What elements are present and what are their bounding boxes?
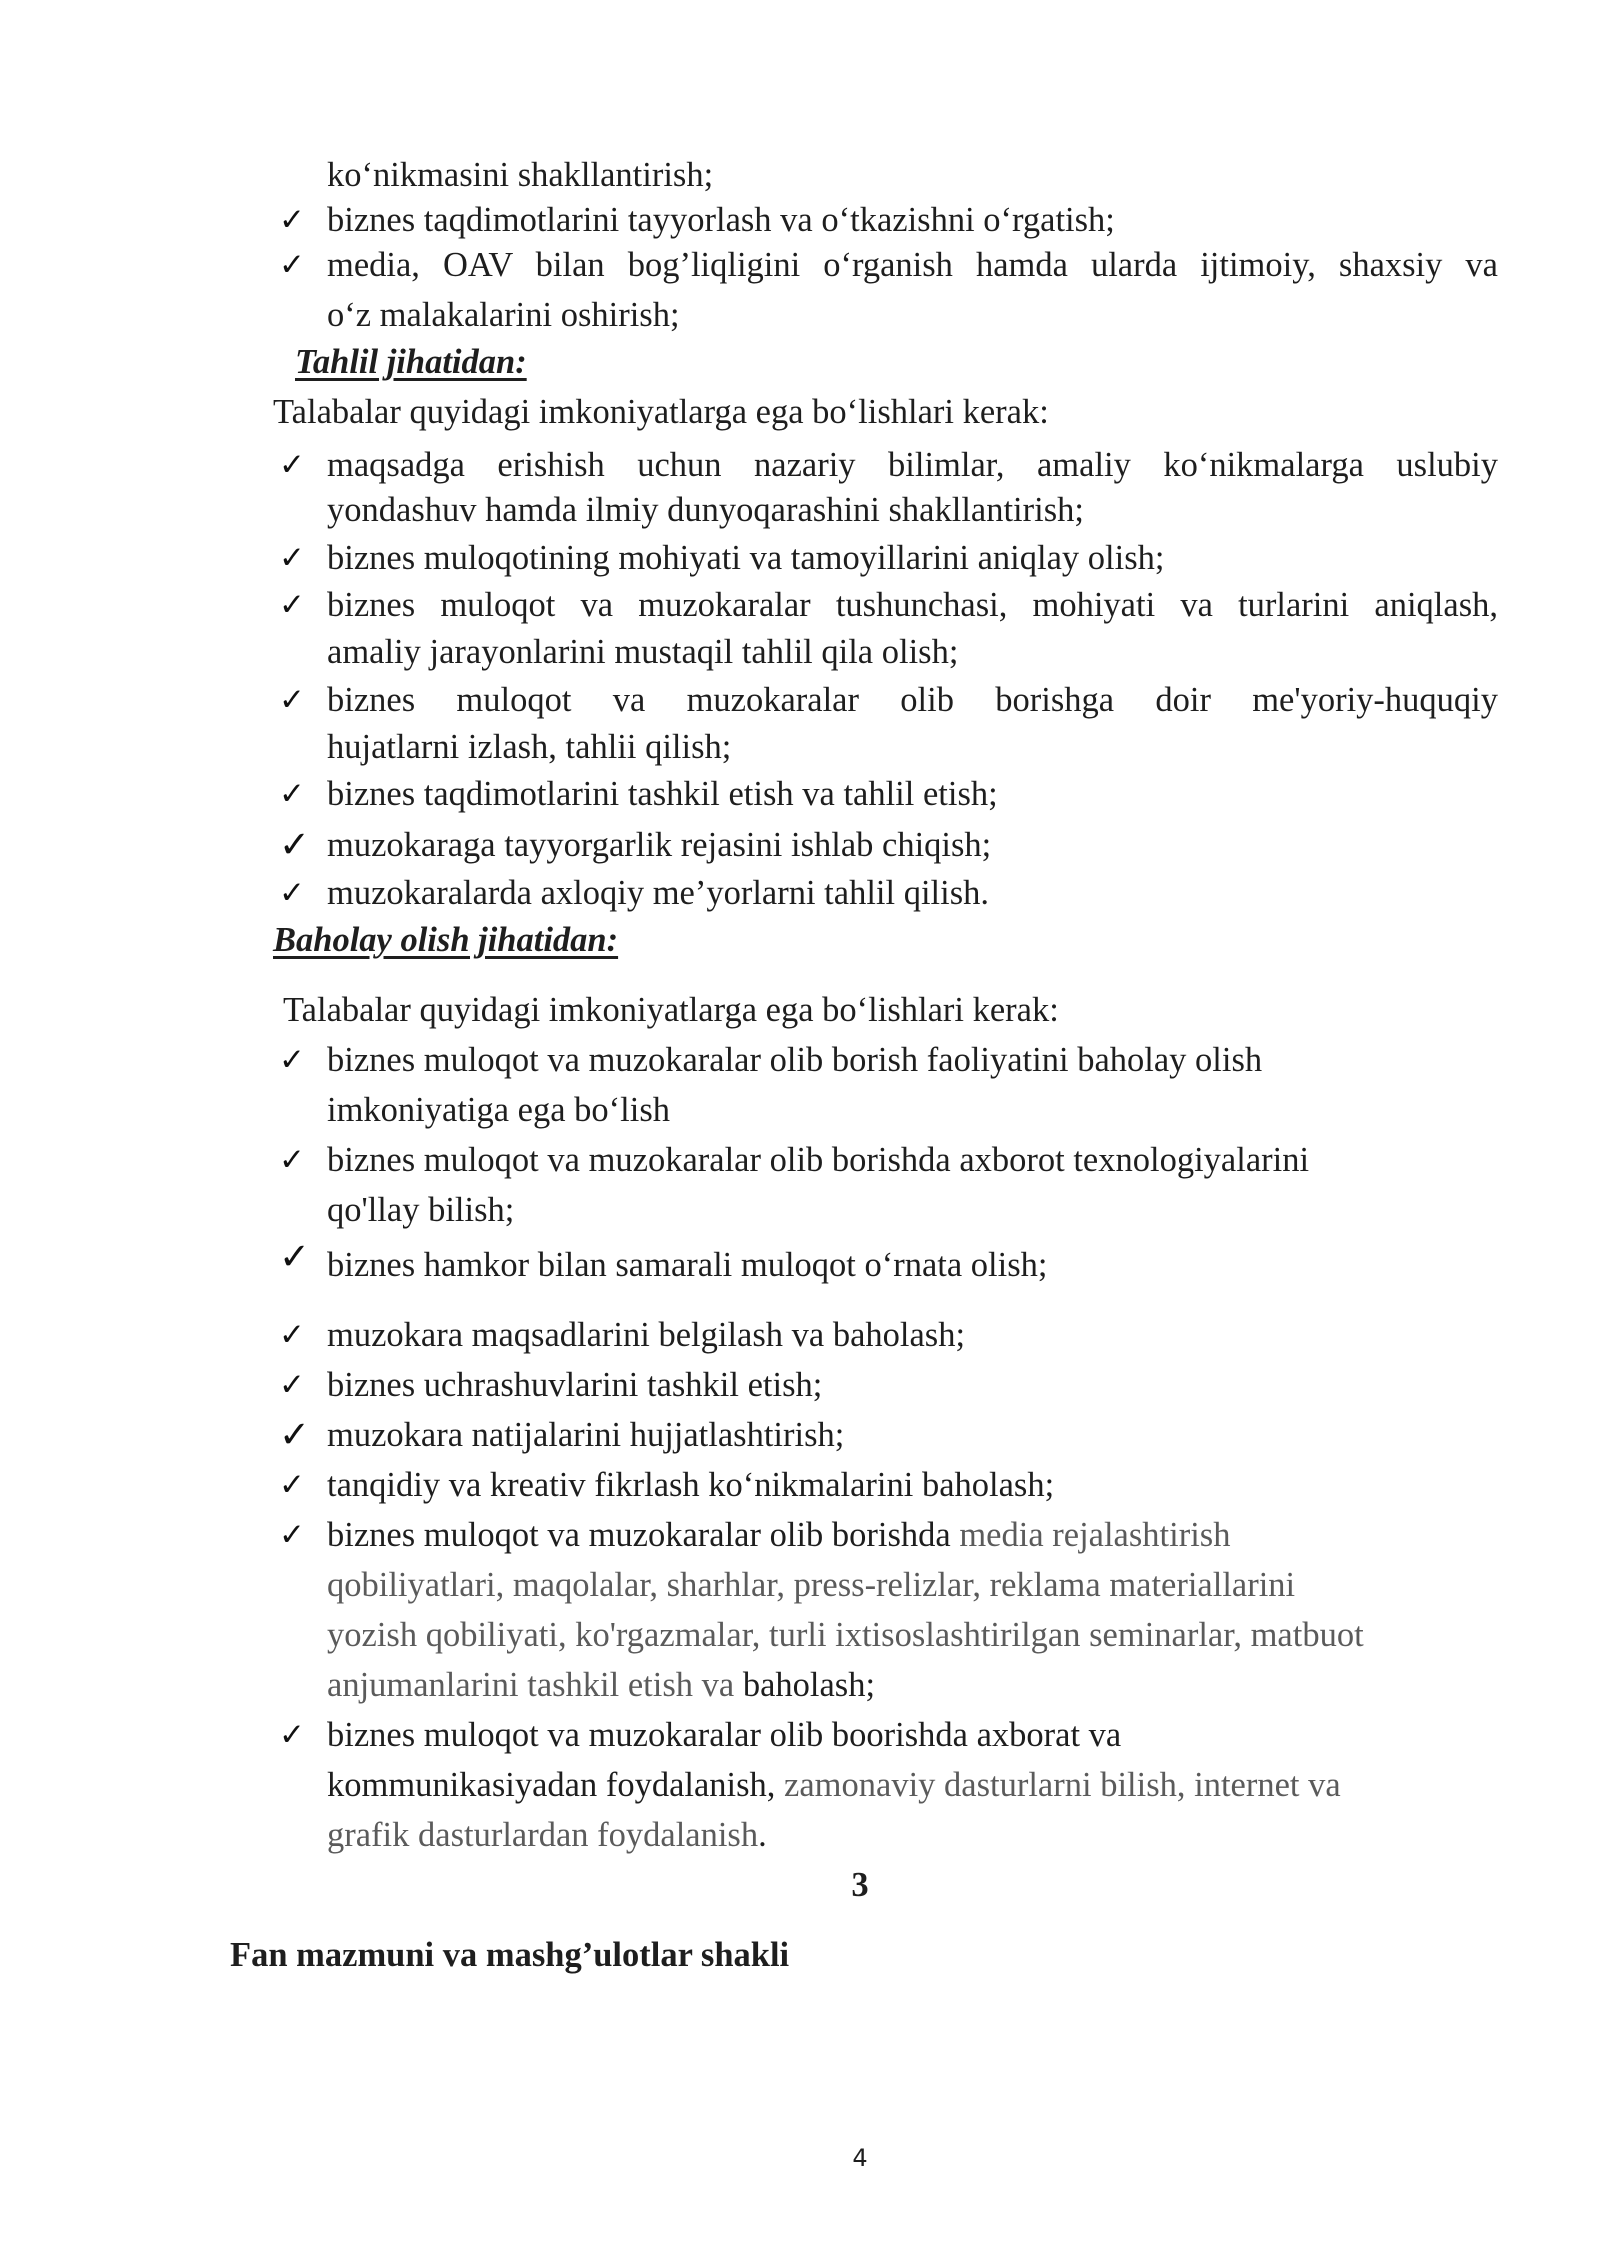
list-item xyxy=(279,1135,1498,1235)
list-item-text: biznes hamkor bilan samarali muloqot oʻrnata olish; xyxy=(327,1246,1048,1284)
list-item-text: yondashuv hamda ilmiy dunyoqarashini shakllantirish; xyxy=(327,491,1084,529)
list-item-text: biznes uchrashuvlarini tashkil etish; xyxy=(327,1366,823,1404)
list-item xyxy=(279,195,1498,245)
section-heading-baholay: Baholay olish jihatidan: xyxy=(273,921,619,959)
text-run: kommunikasiyadan foydalanish, xyxy=(327,1766,785,1804)
list-item-text: yozish qobiliyati, ko'rgazmalar, turli ixtisoslashtirilgan seminarlar, matbuot xyxy=(327,1616,1364,1654)
checkmark-icon: ✓ xyxy=(279,823,311,866)
list-item-text: biznes muloqot va muzokaralar olib borishda axborot texnologiyalarini xyxy=(327,1141,1310,1179)
list-item-text: tanqidiy va kreativ fikrlash koʻnikmalarini baholash; xyxy=(327,1466,1055,1504)
list-item-text: biznes muloqot va muzokaralar olib borish faoliyatini baholay olish xyxy=(327,1041,1263,1079)
text-run: . xyxy=(758,1816,767,1854)
list-item-text: biznes muloqot va muzokaralar olib borishga doir me'yoriy-huquqiy xyxy=(327,681,1498,719)
checkmark-icon: ✓ xyxy=(279,202,305,238)
checkmark-icon: ✓ xyxy=(279,540,305,576)
list-item xyxy=(279,868,1498,918)
checkmark-icon: ✓ xyxy=(279,247,305,283)
checkmark-icon: ✓ xyxy=(279,776,305,812)
list-item-text: muzokaraga tayyorgarlik rejasini ishlab chiqish; xyxy=(327,826,992,864)
checkmark-icon: ✓ xyxy=(279,875,305,911)
list-item xyxy=(279,440,1498,535)
checkmark-icon: ✓ xyxy=(279,1413,311,1456)
list-item-text: biznes taqdimotlarini tashkil etish va tahlil etish; xyxy=(327,775,998,813)
list-item-text: qobiliyatlari, maqolalar, sharhlar, press-relizlar, reklama materiallarini xyxy=(327,1566,1296,1604)
list-item-text xyxy=(327,1510,1498,1560)
list-item-text: oʻz malakalarini oshirish; xyxy=(327,296,680,334)
section-title: Fan mazmuni va mashg’ulotlar shakli xyxy=(230,1936,790,1974)
text-run: biznes muloqot va muzokaralar olib borishda xyxy=(327,1516,960,1554)
intro-text: Talabalar quyidagi imkoniyatlarga ega boʻlishlari kerak: xyxy=(273,393,1049,431)
list-item-text xyxy=(327,1760,1498,1810)
checkmark-icon: ✓ xyxy=(279,447,305,483)
text-run: anjumanlarini tashkil etish va xyxy=(327,1666,743,1704)
list-item-text: biznes muloqotining mohiyati va tamoyillarini aniqlay olish; xyxy=(327,539,1165,577)
list-item xyxy=(279,1710,1498,1860)
checkmark-icon: ✓ xyxy=(279,1235,311,1278)
list-item xyxy=(279,580,1498,677)
list-item-text: muzokaralarda axloqiy me’yorlarni tahlil qilish. xyxy=(327,874,990,912)
checkmark-icon: ✓ xyxy=(279,1042,305,1078)
page-number: 4 xyxy=(852,2144,868,2172)
intro-text: Talabalar quyidagi imkoniyatlarga ega boʻlishlari kerak: xyxy=(283,991,1059,1029)
continued-line: koʻnikmasini shakllantirish; xyxy=(327,156,714,194)
list-item xyxy=(279,1310,1498,1360)
list-item-text: qo'llay bilish; xyxy=(327,1191,515,1229)
text-run: grafik dasturlardan foydalanish xyxy=(327,1816,759,1854)
checkmark-icon: ✓ xyxy=(279,1142,305,1178)
list-item-text: imkoniyatiga ega boʻlish xyxy=(327,1091,671,1129)
list-item xyxy=(279,820,1498,870)
checkmark-icon: ✓ xyxy=(279,1317,305,1353)
list-item-text xyxy=(327,1810,1498,1860)
checkmark-icon: ✓ xyxy=(279,587,305,623)
list-item-text: maqsadga erishish uchun nazariy bilimlar, amaliy koʻnikmalarga uslubiy xyxy=(327,446,1498,484)
text-run: zamonaviy dasturlarni bilish, internet va xyxy=(784,1766,1341,1804)
checkmark-icon: ✓ xyxy=(279,1467,305,1503)
list-item-text: muzokara natijalarini hujjatlashtirish; xyxy=(327,1416,845,1454)
checkmark-icon: ✓ xyxy=(279,1717,305,1753)
list-item xyxy=(279,1410,1498,1460)
checkmark-icon: ✓ xyxy=(279,1517,305,1553)
list-item-text: hujatlarni izlash, tahlii qilish; xyxy=(327,728,732,766)
list-item xyxy=(279,1235,1498,1290)
list-item-text: muzokara maqsadlarini belgilash va baholash; xyxy=(327,1316,966,1354)
checkmark-icon: ✓ xyxy=(279,682,305,718)
list-item xyxy=(279,1035,1498,1135)
list-item-text: media, OAV bilan bog’liqligini oʻrganish hamda ularda ijtimoiy, shaxsiy va xyxy=(327,246,1498,284)
text-run: media rejalashtirish xyxy=(959,1516,1231,1554)
list-item xyxy=(279,769,1498,819)
list-item-text: biznes taqdimotlarini tayyorlash va oʻtkazishni oʻrgatish; xyxy=(327,201,1115,239)
section-number: 3 xyxy=(851,1866,869,1904)
list-item xyxy=(279,675,1498,772)
list-item-text: biznes muloqot va muzokaralar olib boorishda axborat va xyxy=(327,1716,1122,1754)
text-run: baholash; xyxy=(742,1666,876,1704)
list-item-text: amaliy jarayonlarini mustaqil tahlil qila olish; xyxy=(327,633,959,671)
list-item xyxy=(279,240,1498,340)
list-item xyxy=(279,1460,1498,1510)
list-item xyxy=(279,1510,1498,1710)
list-item xyxy=(279,533,1498,583)
checkmark-icon: ✓ xyxy=(279,1367,305,1403)
list-item-text: biznes muloqot va muzokaralar tushunchasi, mohiyati va turlarini aniqlash, xyxy=(327,586,1498,624)
section-heading-tahlil: Tahlil jihatidan: xyxy=(295,343,527,381)
list-item-text xyxy=(327,1660,1498,1710)
list-item xyxy=(279,1360,1498,1410)
